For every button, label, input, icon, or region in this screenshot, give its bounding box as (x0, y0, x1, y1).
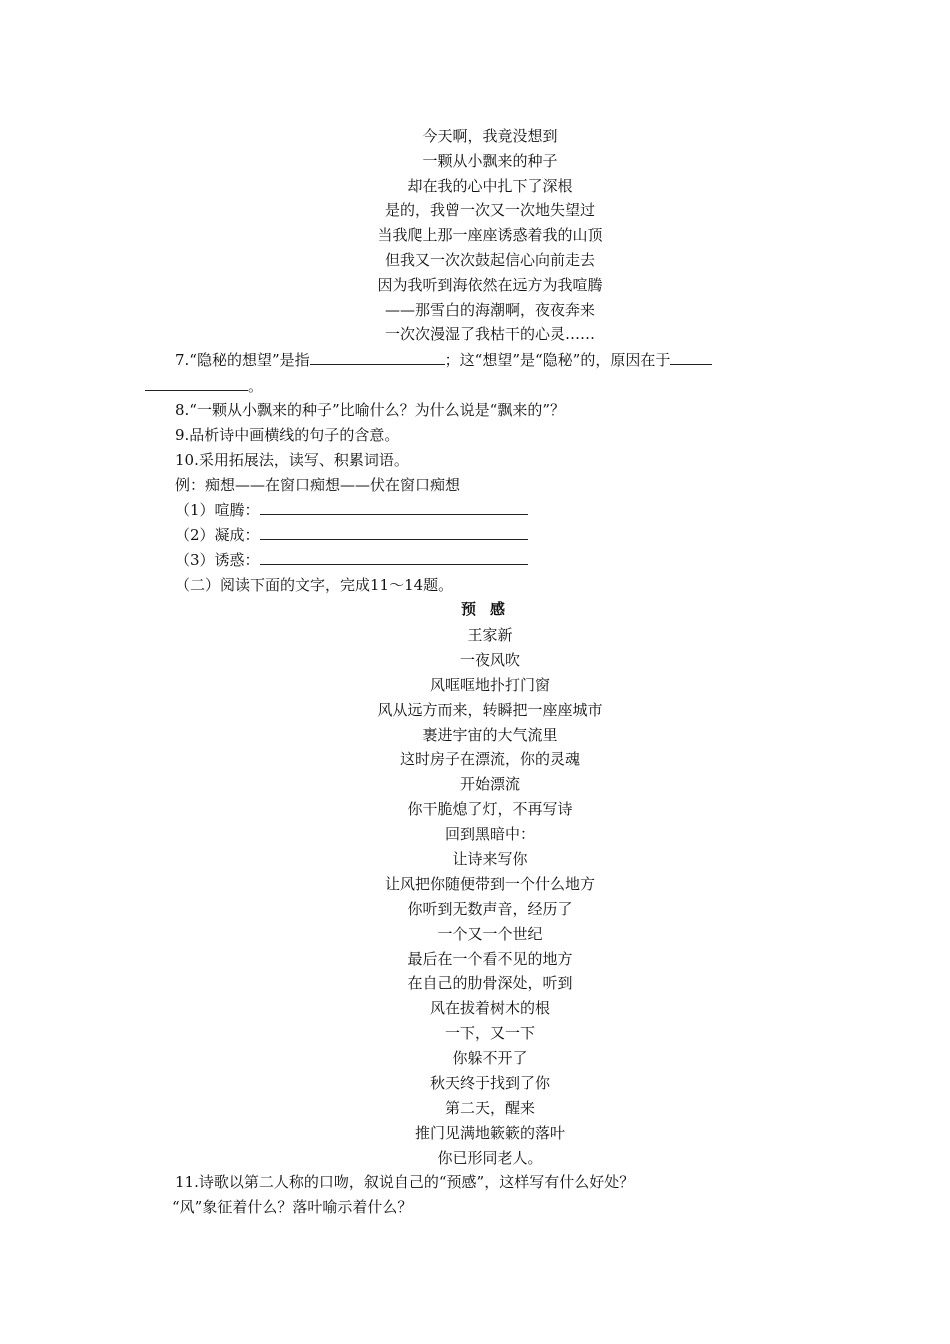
answer-blank-1[interactable] (260, 498, 528, 515)
question-12: “风”象征着什么？落叶喻示着什么？ (172, 1198, 413, 1216)
question-8: 8.“一颗从小飘来的种子”比喻什么？为什么说是“飘来的”？ (175, 401, 565, 419)
poem-line: 让风把你随便带到一个什么地方 (384, 874, 595, 893)
question-7 (175, 348, 712, 373)
answer-blank-2[interactable] (260, 523, 528, 540)
poem-line: 回到黑暗中： (444, 825, 535, 844)
poem-line: 你听到无数声音，经历了 (407, 899, 573, 918)
item-2-label: （2）凝成： (175, 526, 260, 544)
poem-line: 却在我的心中扎下了深根 (407, 176, 573, 195)
example-line: 例：痴想——在窗口痴想——伏在窗口痴想 (175, 476, 461, 494)
poem-line: 一颗从小飘来的种子 (422, 151, 558, 170)
poem-line: 秋天终于找到了你 (429, 1074, 550, 1093)
poem-line: 风在拔着树木的根 (429, 999, 550, 1018)
poem-author: 王家新 (467, 626, 513, 644)
poem-line: 推门见满地簌簌的落叶 (414, 1123, 565, 1142)
poem-title: 预感 (460, 600, 519, 618)
poem-line: 你干脆熄了灯，不再写诗 (407, 800, 573, 819)
poem-line: 第二天，醒来 (444, 1098, 535, 1117)
item-3 (175, 548, 528, 573)
poem-line: 一次次漫湿了我枯干的心灵…… (384, 325, 595, 344)
poem-line: 裹进宇宙的大气流里 (422, 725, 558, 744)
question-7-text-b: ；这“想望”是“隐秘”的，原因在于 (444, 351, 671, 369)
poem-line: 今天啊，我竟没想到 (422, 127, 558, 145)
answer-blank-3[interactable] (260, 548, 528, 565)
item-1-label: （1）喧腾： (175, 501, 260, 519)
answer-blank-7b[interactable] (670, 348, 712, 365)
poem-line: 这时房子在漂流，你的灵魂 (399, 750, 580, 769)
poem-excerpt (0, 124, 950, 347)
item-3-label: （3）诱惑： (175, 551, 260, 569)
question-10: 10.采用拓展法，读写、积累词语。 (175, 451, 409, 469)
poem-line: 风从远方而来，转瞬把一座座城市 (377, 700, 603, 719)
poem-line: 因为我听到海依然在远方为我喧腾 (377, 275, 603, 294)
poem-line: 一个又一个世纪 (437, 924, 543, 943)
poem-line: 风哐哐地扑打门窗 (429, 675, 550, 694)
poem-line: 一夜风吹 (459, 650, 520, 669)
poem-line: 当我爬上那一座座诱惑着我的山顶 (377, 226, 603, 245)
poem-line: 你已形同老人。 (437, 1148, 543, 1167)
question-7-continuation (145, 374, 263, 398)
poem-line: 让诗来写你 (452, 850, 528, 869)
poem-line: 你躲不开了 (452, 1049, 528, 1068)
question-11: 11.诗歌以第二人称的口吻，叙说自己的“预感”，这样写有什么好处？ (175, 1173, 635, 1191)
question-9: 9.品析诗中画横线的句子的含意。 (175, 426, 400, 444)
poem-line: 但我又一次次鼓起信心向前走去 (384, 250, 595, 269)
section-2-heading: （二）阅读下面的文字，完成11～14题。 (175, 576, 454, 594)
poem-line: 是的，我曾一次又一次地失望过 (384, 201, 595, 220)
poem-line: 在自己的肋骨深处，听到 (407, 974, 573, 993)
answer-blank-7a[interactable] (310, 348, 445, 365)
answer-blank-7b-cont[interactable] (145, 374, 248, 391)
poem-line: 最后在一个看不见的地方 (407, 949, 573, 968)
poem-line: ——那雪白的海潮啊，夜夜奔来 (384, 300, 595, 319)
item-1 (175, 498, 528, 523)
poem-line: 开始漂流 (459, 775, 520, 794)
item-2 (175, 523, 528, 548)
poem-line: 一下，又一下 (444, 1024, 535, 1043)
poem-yugan (0, 623, 950, 1171)
question-7-text-a: 7.“隐秘的想望”是指 (175, 351, 310, 369)
question-7-end: 。 (248, 377, 264, 395)
